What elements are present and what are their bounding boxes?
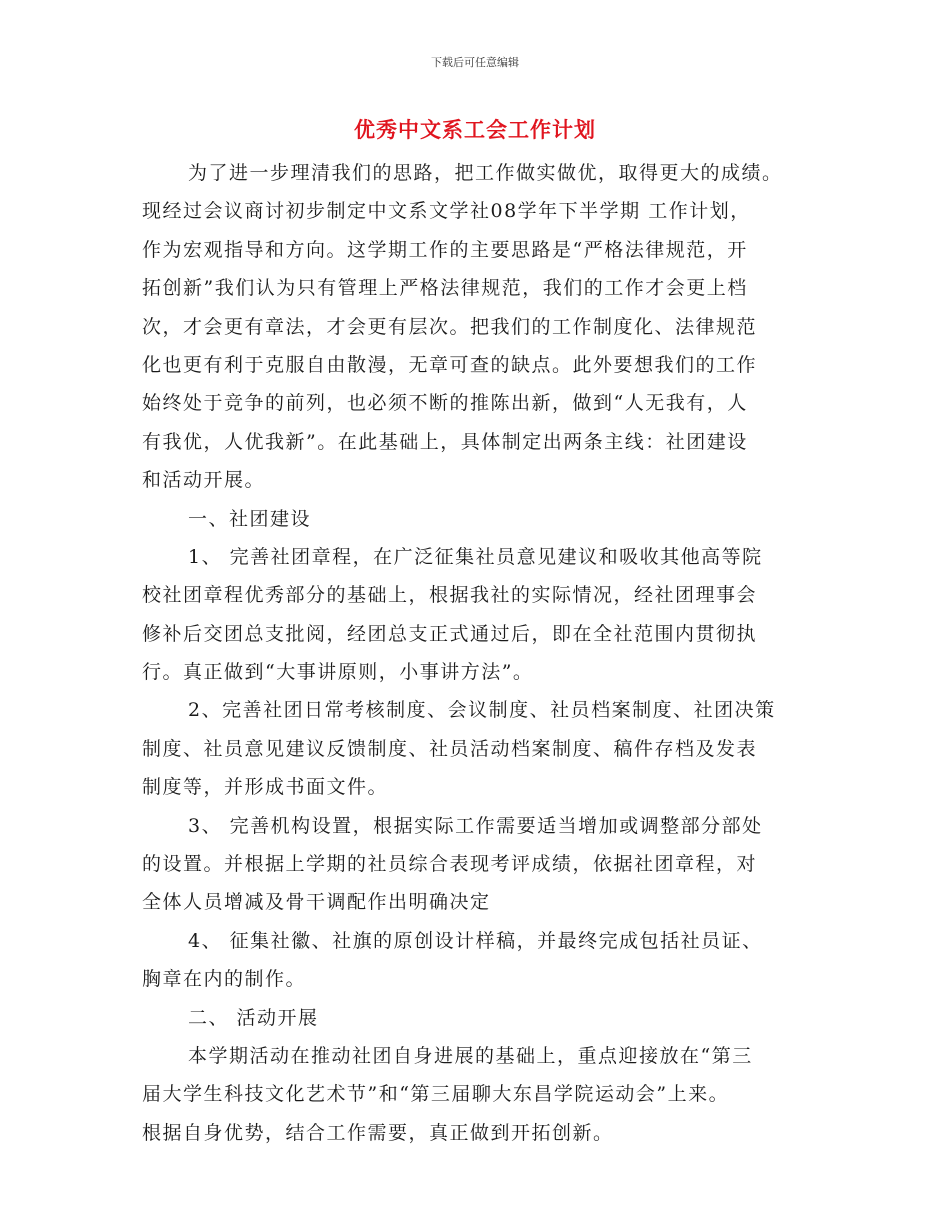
body-line: 行。真正做到“大事讲原则，小事讲方法”。: [142, 661, 534, 684]
body-line: 4、 征集社徽、社旗的原创设计样稿，并最终完成包括社员证、: [188, 929, 763, 952]
body-line: 修补后交团总支批阅，经团总支正式通过后，即在全社范围内贯彻执: [142, 622, 758, 645]
body-line: 和活动开展。: [142, 469, 266, 492]
document-title: 优秀中文系工会工作计划: [354, 118, 596, 142]
body-line: 制度、社员意见建议反馈制度、社员活动档案制度、稿件存档及发表: [142, 737, 758, 760]
header-note: 下载后可任意编辑: [431, 56, 519, 69]
document-body: [142, 154, 812, 1152]
body-line: 2、完善社团日常考核制度、会议制度、社员档案制度、社团决策: [188, 699, 776, 722]
body-line: 化也更有利于克服自由散漫，无章可查的缺点。此外要想我们的工作: [142, 353, 758, 376]
body-line: 现经过会议商讨初步制定中文系文学社08学年下半学期 工作计划，: [142, 200, 751, 223]
body-line: 届大学生科技文化艺术节”和“第三届聊大东昌学院运动会”上来。: [142, 1083, 730, 1106]
body-line: 根据自身优势，结合工作需要，真正做到开拓创新。: [142, 1121, 614, 1144]
body-line: 3、 完善机构设置，根据实际工作需要适当增加或调整部分部处: [188, 814, 763, 837]
body-line: 拓创新”我们认为只有管理上严格法律规范，我们的工作才会更上档: [142, 277, 748, 300]
body-line: 作为宏观指导和方向。这学期工作的主要思路是“严格法律规范，开: [142, 238, 748, 261]
body-line: 始终处于竞争的前列，也必须不断的推陈出新，做到“人无我有，人: [142, 392, 748, 415]
body-line: 本学期活动在推动社团自身进展的基础上，重点迎接放在“第三: [188, 1044, 753, 1067]
body-line: 制度等，并形成书面文件。: [142, 776, 389, 799]
body-line: 校社团章程优秀部分的基础上，根据我社的实际情况，经社团理事会: [142, 584, 758, 607]
body-line: 1、 完善社团章程，在广泛征集社员意见建议和吸收其他高等院: [188, 545, 763, 568]
body-line: 的设置。并根据上学期的社员综合表现考评成绩，依据社团章程，对: [142, 853, 758, 876]
body-line: 有我优，人优我新”。在此基础上，具体制定出两条主线：社团建设: [142, 430, 748, 453]
body-line: 胸章在内的制作。: [142, 968, 307, 991]
body-line: 全体人员增减及骨干调配作出明确决定: [142, 891, 491, 914]
body-line: 一、社团建设: [188, 507, 312, 530]
body-line: 为了进一步理清我们的思路，把工作做实做优，取得更大的成绩。: [188, 162, 783, 184]
body-line: 次，才会更有章法，才会更有层次。把我们的工作制度化、法律规范: [142, 315, 758, 338]
body-line: 二、 活动开展: [188, 1006, 319, 1029]
